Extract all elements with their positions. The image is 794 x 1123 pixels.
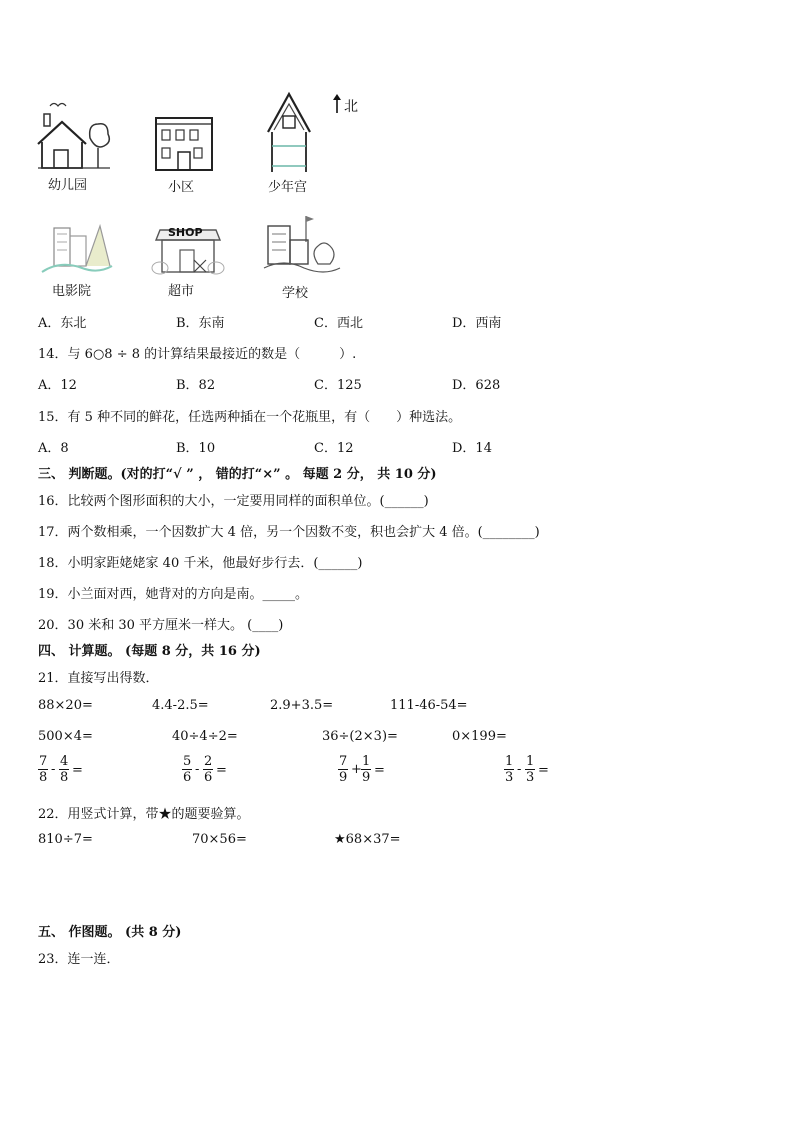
q21-row1-item: 88×20= bbox=[38, 698, 93, 713]
numerator: 1 bbox=[362, 754, 371, 769]
community-label: 小区 bbox=[168, 180, 195, 195]
q22-item: ★68×37= bbox=[334, 832, 401, 847]
operator: + bbox=[351, 762, 362, 777]
q15-option-b[interactable]: B．10 bbox=[176, 441, 216, 456]
numerator: 2 bbox=[204, 754, 213, 769]
q22-title: 22．用竖式计算，带★的题要验算。 bbox=[38, 807, 250, 822]
denominator: 3 bbox=[505, 770, 514, 785]
q14-stem: 14．与 6○8 ÷ 8 的计算结果最接近的数是（ ）. bbox=[38, 347, 357, 362]
q22-item: 70×56= bbox=[192, 832, 247, 847]
section5-heading: 五、 作图题。 (共 8 分) bbox=[38, 925, 182, 940]
q15-option-d[interactable]: D．14 bbox=[452, 441, 492, 456]
numerator: 5 bbox=[183, 754, 192, 769]
q21-row2-item: 36÷(2×3)= bbox=[322, 729, 398, 744]
denominator: 9 bbox=[339, 770, 348, 785]
denominator: 6 bbox=[204, 770, 213, 785]
operator: - bbox=[195, 762, 200, 777]
cinema-picture bbox=[40, 216, 114, 278]
q21-row2-item: 40÷4÷2= bbox=[172, 729, 238, 744]
shop-sign-text: SHOP bbox=[168, 226, 203, 239]
youth-palace-label: 少年宫 bbox=[268, 180, 308, 195]
q13-option-a[interactable]: A．东北 bbox=[38, 316, 87, 331]
youth-palace-picture bbox=[264, 90, 314, 176]
q21-row2-item: 0×199= bbox=[452, 729, 507, 744]
denominator: 6 bbox=[183, 770, 192, 785]
denominator: 9 bbox=[362, 770, 371, 785]
q13-option-c[interactable]: C．西北 bbox=[314, 316, 363, 331]
school-label: 学校 bbox=[282, 286, 309, 301]
operator: - bbox=[517, 762, 522, 777]
numerator: 1 bbox=[505, 754, 514, 769]
kindergarten-label: 幼儿园 bbox=[48, 178, 88, 193]
q15-stem: 15．有 5 种不同的鲜花，任选两种插在一个花瓶里，有（ ）种选法。 bbox=[38, 410, 462, 425]
q13-option-d[interactable]: D．西南 bbox=[452, 316, 502, 331]
section4-heading: 四、 计算题。 (每题 8 分，共 16 分) bbox=[38, 644, 261, 659]
supermarket-label: 超市 bbox=[168, 284, 195, 299]
north-label: 北 bbox=[344, 99, 358, 115]
equals-sign: = bbox=[374, 763, 385, 778]
numerator: 7 bbox=[339, 754, 348, 769]
equals-sign: = bbox=[538, 763, 549, 778]
equals-sign: = bbox=[216, 763, 227, 778]
q18-text: 18．小明家距姥姥家 40 千米，他最好步行去．(______) bbox=[38, 556, 363, 571]
school-picture bbox=[262, 212, 342, 276]
q21-row2-item: 500×4= bbox=[38, 729, 93, 744]
q21-row1-item: 4.4-2.5= bbox=[152, 698, 209, 713]
community-picture bbox=[154, 112, 214, 172]
denominator: 8 bbox=[60, 770, 69, 785]
q21-row1-item: 2.9+3.5= bbox=[270, 698, 334, 713]
numerator: 1 bbox=[526, 754, 535, 769]
q20-text: 20．30 米和 30 平方厘米一样大。 (____) bbox=[38, 618, 284, 633]
q15-option-a[interactable]: A．8 bbox=[38, 441, 69, 456]
q16-text: 16．比较两个图形面积的大小，一定要用同样的面积单位。(______) bbox=[38, 494, 429, 509]
operator: - bbox=[51, 762, 56, 777]
q19-text: 19．小兰面对西，她背对的方向是南。_____。 bbox=[38, 587, 309, 602]
q23-text: 23．连一连． bbox=[38, 952, 120, 967]
q14-option-d[interactable]: D．628 bbox=[452, 378, 501, 393]
q17-text: 17．两个数相乘，一个因数扩大 4 倍，另一个因数不变，积也会扩大 4 倍。(________) bbox=[38, 525, 540, 540]
q22-item: 810÷7= bbox=[38, 832, 93, 847]
section3-heading: 三、 判断题。(对的打“√ ” ， 错的打“×” 。 每题 2 分， 共 10 分) bbox=[38, 467, 437, 482]
equals-sign: = bbox=[72, 763, 83, 778]
numerator: 7 bbox=[39, 754, 48, 769]
kindergarten-picture bbox=[36, 100, 112, 172]
denominator: 3 bbox=[526, 770, 535, 785]
north-arrow-icon bbox=[332, 94, 342, 114]
numerator: 4 bbox=[60, 754, 69, 769]
supermarket-picture bbox=[150, 216, 226, 278]
denominator: 8 bbox=[39, 770, 48, 785]
cinema-label: 电影院 bbox=[52, 284, 92, 299]
q14-option-a[interactable]: A．12 bbox=[38, 378, 77, 393]
q14-option-b[interactable]: B．82 bbox=[176, 378, 216, 393]
q13-option-b[interactable]: B．东南 bbox=[176, 316, 225, 331]
q21-row1-item: 111-46-54= bbox=[390, 698, 468, 713]
q21-title: 21．直接写出得数． bbox=[38, 671, 159, 686]
q14-option-c[interactable]: C．125 bbox=[314, 378, 362, 393]
q15-option-c[interactable]: C．12 bbox=[314, 441, 354, 456]
